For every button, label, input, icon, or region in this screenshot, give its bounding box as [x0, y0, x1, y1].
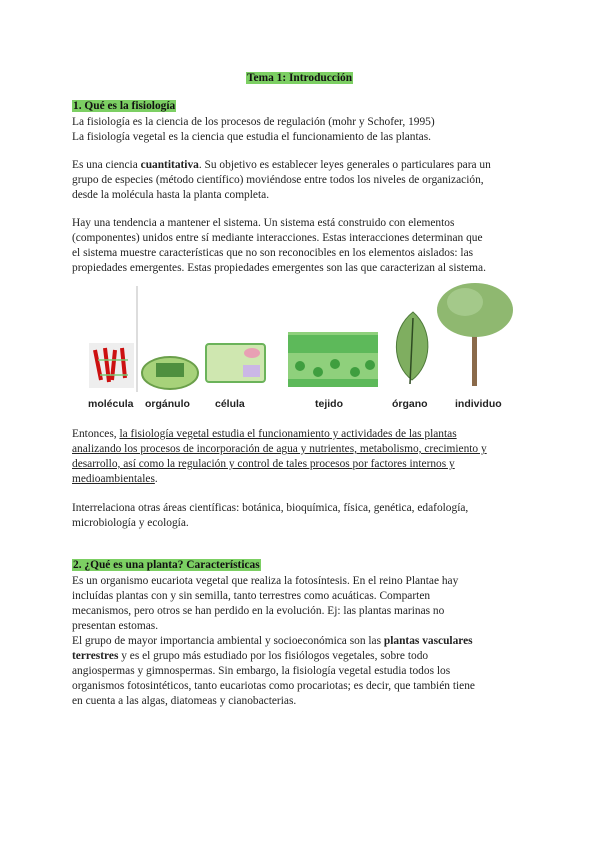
text-line: desde la molécula hasta la planta completa. — [72, 189, 270, 201]
text-line: presentan estomas. — [72, 620, 159, 632]
figure-label: molécula — [88, 398, 134, 410]
text-line: desarrollo, así como la regulación y control de tales procesos por factores internos y — [72, 458, 455, 470]
organelle-icon — [142, 357, 198, 389]
figure-label: individuo — [455, 398, 502, 410]
cell-icon — [206, 344, 265, 382]
organization-levels-figure — [60, 280, 540, 395]
figure-label: célula — [215, 398, 245, 410]
text-line: incluídas plantas con y sin semilla, tanto terrestres como acuáticas. Comparten — [72, 590, 431, 602]
text-line: el sistema muestre características que no son reconocibles en los elementos aislados: las — [72, 247, 474, 259]
text-line: Interrelaciona otras áreas científicas: botánica, bioquímica, física, genética, edafología, — [72, 502, 469, 514]
text-line: analizando los procesos de incorporación de agua y nutrientes, metabolismo, crecimiento y — [72, 443, 487, 455]
text-line: organismos fotosintéticos, tanto eucariotas como procariotas; es decir, que también tiene — [72, 680, 475, 692]
text-line: (componentes) unidos entre sí mediante interacciones. Estas interacciones determinan que — [72, 232, 483, 244]
figure-label: tejido — [315, 398, 343, 410]
page-title: Tema 1: Introducción — [247, 72, 353, 84]
tissue-icon — [288, 332, 378, 387]
text-line: propiedades emergentes. Estas propiedades emergentes son las que caracterizan al sistema. — [72, 262, 486, 274]
text-line: Es un organismo eucariota vegetal que realiza la fotosíntesis. En el reino Plantae hay — [72, 575, 459, 587]
text-line: El grupo de mayor importancia ambiental y socioeconómica son las plantas vasculares — [72, 635, 473, 647]
figure-label: orgánulo — [145, 398, 190, 410]
leaf-icon — [396, 312, 428, 384]
text-line: en cuenta a las algas, diatomeas y cianobacterias. — [72, 695, 297, 707]
section-2-heading: 2. ¿Qué es una planta? Características — [73, 559, 260, 571]
text-line: angiospermas y gimnospermas. Sin embargo, la fisiología vegetal estudia todos los — [72, 665, 451, 677]
tree-icon — [437, 283, 513, 386]
text-line: microbiología y ecología. — [72, 517, 189, 529]
text-line: Hay una tendencia a mantener el sistema. Un sistema está construido con elementos — [72, 217, 455, 229]
text-line: La fisiología es la ciencia de los procesos de regulación (mohr y Schofer, 1995) — [72, 116, 435, 128]
section-1-heading: 1. Qué es la fisiología — [73, 100, 176, 112]
text-line: terrestres y es el grupo más estudiado por los fisiólogos vegetales, sobre todo — [72, 650, 429, 662]
molecule-icon — [89, 343, 134, 388]
text-line: mecanismos, pero otros se han perdido en la evolución. Ej: las plantas marinas no — [72, 605, 445, 617]
text-line: grupo de especies (método científico) moviéndose entre todos los niveles de organización, — [72, 174, 484, 186]
figure-label: órgano — [392, 398, 428, 410]
text-line: Entonces, la fisiología vegetal estudia el funcionamiento y actividades de las plantas — [72, 428, 457, 440]
text-line: Es una ciencia cuantitativa. Su objetivo es establecer leyes generales o particulares para un — [72, 159, 491, 171]
text-line: medioambientales. — [72, 473, 158, 485]
text-line: La fisiología vegetal es la ciencia que estudia el funcionamiento de las plantas. — [72, 131, 431, 143]
